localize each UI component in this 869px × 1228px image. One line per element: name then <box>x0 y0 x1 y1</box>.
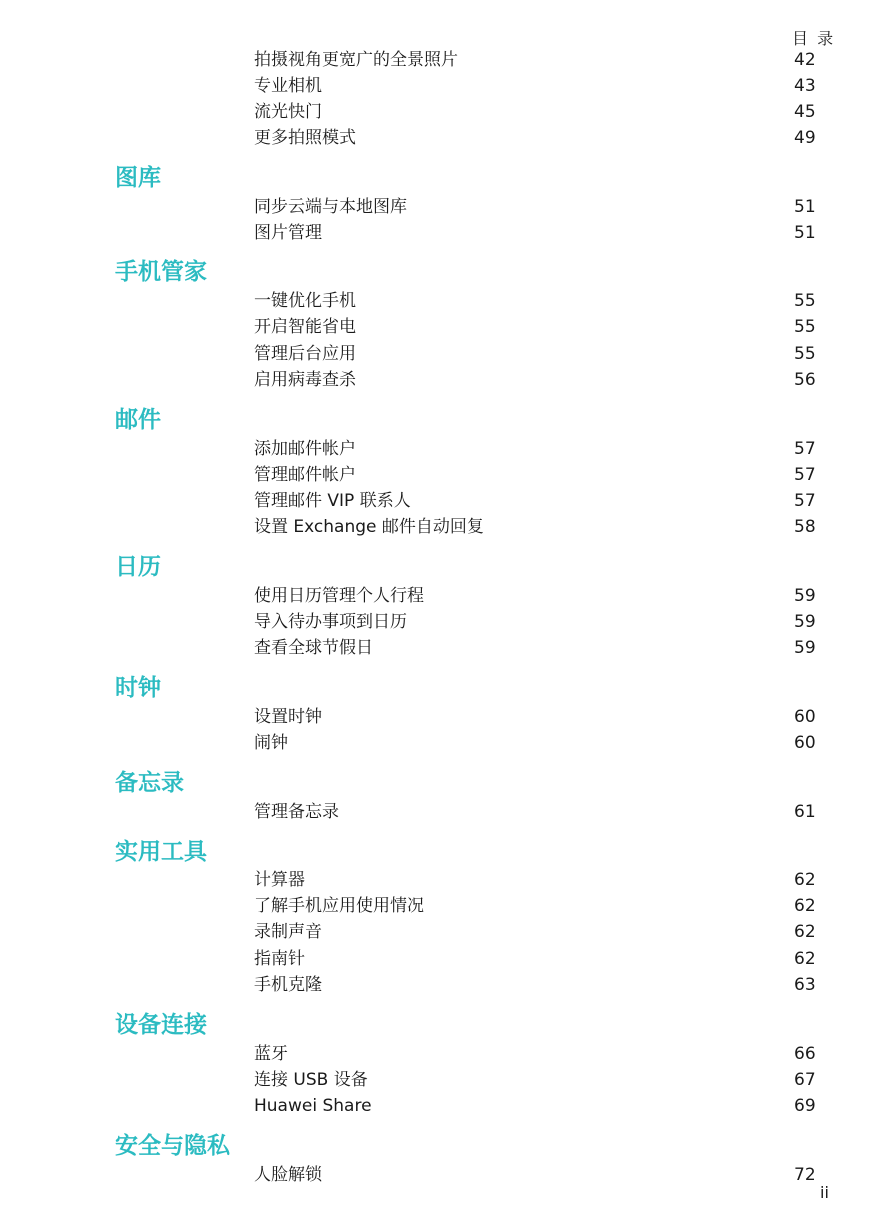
toc-entry-title[interactable]: 设置时钟 <box>254 707 322 727</box>
toc-entry-page[interactable]: 55 <box>794 317 816 337</box>
toc-entry-title[interactable]: 导入待办事项到日历 <box>254 612 407 632</box>
toc-entry-page[interactable]: 45 <box>794 102 816 122</box>
toc-entry-page[interactable]: 57 <box>794 465 816 485</box>
toc-entry-page[interactable]: 66 <box>794 1044 816 1064</box>
toc-entry-title[interactable]: 流光快门 <box>254 102 322 122</box>
toc-entry-title[interactable]: 使用日历管理个人行程 <box>254 586 424 606</box>
toc-entry-title[interactable]: 图片管理 <box>254 223 322 243</box>
toc-entry-title[interactable]: 添加邮件帐户 <box>254 439 356 459</box>
toc-entry-page[interactable]: 62 <box>794 896 816 916</box>
toc-entry-title[interactable]: 管理邮件帐户 <box>254 465 356 485</box>
toc-entry-page[interactable]: 61 <box>794 802 816 822</box>
toc-entry-page[interactable]: 60 <box>794 733 816 753</box>
toc-entry-title[interactable]: 人脸解锁 <box>254 1165 322 1185</box>
toc-entry-page[interactable]: 60 <box>794 707 816 727</box>
toc-section-title: 备忘录 <box>115 770 184 796</box>
toc-section-title: 日历 <box>115 554 161 580</box>
toc-entry-page[interactable]: 42 <box>794 50 816 70</box>
toc-entry-page[interactable]: 72 <box>794 1165 816 1185</box>
toc-section-title: 时钟 <box>115 675 161 701</box>
toc-entry-title[interactable]: 一键优化手机 <box>254 291 356 311</box>
page-number: ii <box>820 1183 829 1202</box>
toc-entry-title[interactable]: 同步云端与本地图库 <box>254 197 407 217</box>
toc-entry-title[interactable]: 蓝牙 <box>254 1044 288 1064</box>
toc-entry-page[interactable]: 51 <box>794 197 816 217</box>
toc-section-title: 图库 <box>115 165 161 191</box>
toc-section-title: 邮件 <box>115 407 161 433</box>
toc-entry-title[interactable]: 管理备忘录 <box>254 802 339 822</box>
toc-section-title: 安全与隐私 <box>115 1133 230 1159</box>
toc-entry-title[interactable]: 管理邮件 VIP 联系人 <box>254 491 411 511</box>
toc-entry-title[interactable]: 管理后台应用 <box>254 344 356 364</box>
toc-entry-title[interactable]: 设置 Exchange 邮件自动回复 <box>254 517 484 537</box>
toc-entry-title[interactable]: 录制声音 <box>254 922 322 942</box>
toc-entry-page[interactable]: 67 <box>794 1070 816 1090</box>
toc-entry-page[interactable]: 57 <box>794 491 816 511</box>
toc-entry-title[interactable]: 指南针 <box>254 949 305 969</box>
toc-entry-title[interactable]: 开启智能省电 <box>254 317 356 337</box>
toc-entry-page[interactable]: 62 <box>794 949 816 969</box>
toc-entry-page[interactable]: 57 <box>794 439 816 459</box>
toc-entry-page[interactable]: 62 <box>794 870 816 890</box>
toc-entry-title[interactable]: Huawei Share <box>254 1096 372 1116</box>
toc-entry-page[interactable]: 55 <box>794 344 816 364</box>
toc-entry-page[interactable]: 59 <box>794 638 816 658</box>
toc-entry-title[interactable]: 拍摄视角更宽广的全景照片 <box>254 50 458 70</box>
toc-entry-title[interactable]: 闹钟 <box>254 733 288 753</box>
toc-entry-title[interactable]: 连接 USB 设备 <box>254 1070 368 1090</box>
toc-entry-page[interactable]: 59 <box>794 612 816 632</box>
toc-entry-title[interactable]: 手机克隆 <box>254 975 322 995</box>
toc-entry-title[interactable]: 了解手机应用使用情况 <box>254 896 424 916</box>
toc-section-title: 设备连接 <box>115 1012 207 1038</box>
toc-entry-title[interactable]: 查看全球节假日 <box>254 638 373 658</box>
toc-entry-title[interactable]: 专业相机 <box>254 76 322 96</box>
toc-entry-page[interactable]: 49 <box>794 128 816 148</box>
toc-entry-page[interactable]: 69 <box>794 1096 816 1116</box>
toc-entry-title[interactable]: 更多拍照模式 <box>254 128 356 148</box>
toc-section-title: 手机管家 <box>115 259 207 285</box>
toc-entry-page[interactable]: 51 <box>794 223 816 243</box>
toc-entry-page[interactable]: 43 <box>794 76 816 96</box>
toc-section-title: 实用工具 <box>115 839 207 865</box>
toc-entry-title[interactable]: 启用病毒查杀 <box>254 370 356 390</box>
toc-entry-page[interactable]: 58 <box>794 517 816 537</box>
toc-entry-page[interactable]: 55 <box>794 291 816 311</box>
toc-entry-page[interactable]: 62 <box>794 922 816 942</box>
toc-entry-page[interactable]: 63 <box>794 975 816 995</box>
toc-entry-title[interactable]: 计算器 <box>254 870 305 890</box>
toc-entry-page[interactable]: 59 <box>794 586 816 606</box>
toc-entry-page[interactable]: 56 <box>794 370 816 390</box>
toc-header-label: 目 录 <box>792 29 836 48</box>
